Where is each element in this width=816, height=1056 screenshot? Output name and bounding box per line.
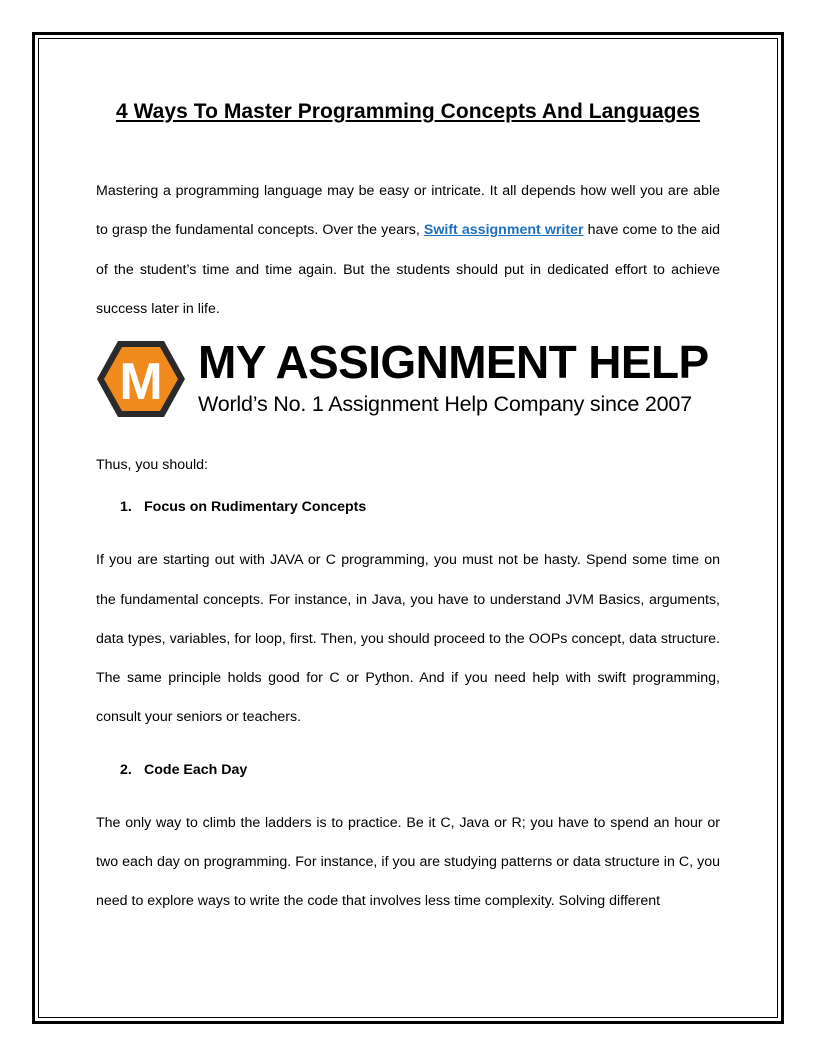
intro-paragraph <box>96 172 720 329</box>
section-number: 2. <box>120 761 132 778</box>
section-number: 1. <box>120 499 132 516</box>
section-title: Code Each Day <box>144 761 248 778</box>
section-2-paragraph: The only way to climb the ladders is to practice. Be it C, Java or R; you have to spend an hour or two each day on programming. For instance, if you are studying patterns or data structure in C, you need to explore ways to write the code that involves less time complexity. Solving different <box>96 814 720 910</box>
main-content <box>96 446 720 922</box>
intro-text-before-link: Mastering a programming language may be easy or intricate. It all depends how well you are able to grasp the fundamental concepts. Over the years, <box>96 183 720 239</box>
lead-in-text: Thus, you should: <box>96 457 208 473</box>
logo-letter: M <box>119 353 163 411</box>
logo-tagline: World’s No. 1 Assignment Help Company since 2007 <box>198 392 692 416</box>
section-heading-2 <box>96 760 720 780</box>
my-assignment-help-logo <box>96 336 720 421</box>
document-title: 4 Ways To Master Programming Concepts And Languages <box>115 100 701 123</box>
swift-assignment-writer-link[interactable]: Swift assignment writer <box>423 222 584 239</box>
document-body <box>96 96 721 910</box>
section-title: Focus on Rudimentary Concepts <box>144 499 367 516</box>
hexagon-m-logo-icon <box>96 339 186 419</box>
intro-text-after-link: have come to the aid of the student’s time and time again. But the students should put in dedicated effort to achieve success later in life. <box>96 222 721 317</box>
logo-brand-name: MY ASSIGNMENT HELP <box>198 336 709 388</box>
section-1-paragraph: If you are starting out with JAVA or C programming, you must not be hasty. Spend some time on the fundamental concepts. For instance, in Java, you have to understand JVM Basics, arguments, data types, variables, for loop, first. Then, you should proceed to the OOPs concept, data structure. The same principle holds good for C or Python. And if you need help with swift programming, consult your seniors or teachers. <box>96 552 720 726</box>
section-heading-1 <box>96 497 720 517</box>
